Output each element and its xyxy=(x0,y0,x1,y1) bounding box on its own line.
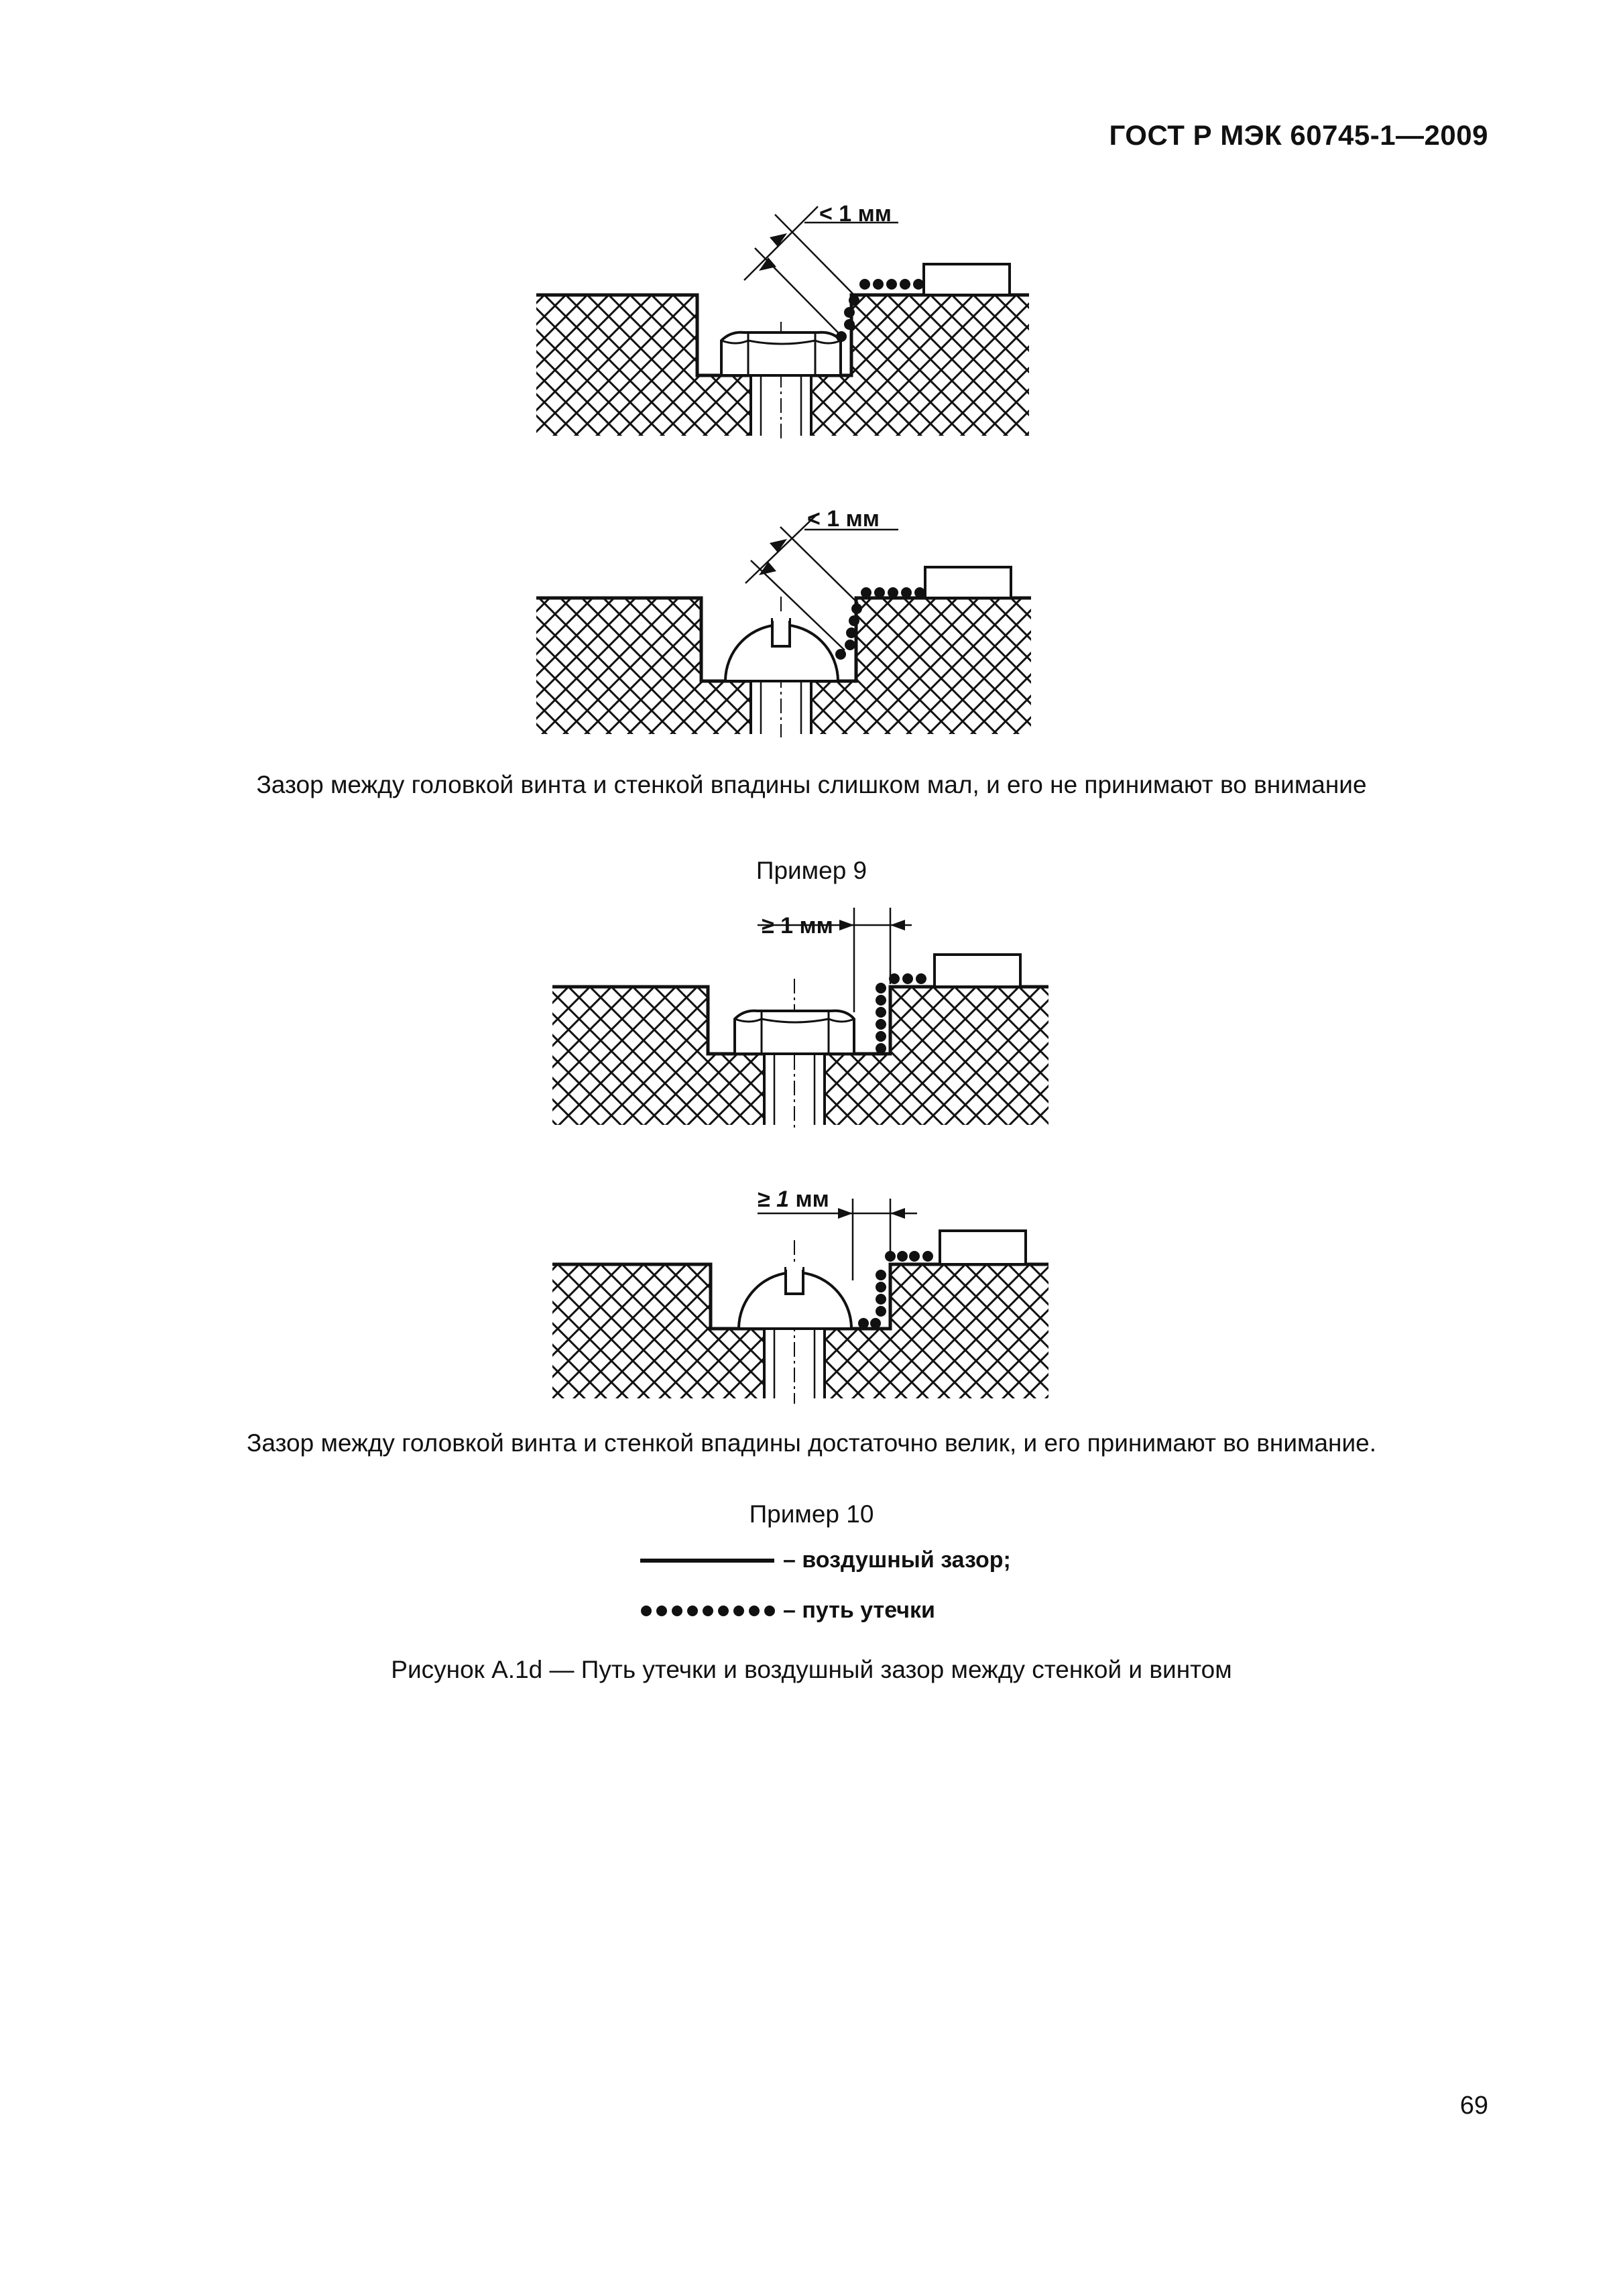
legend-air-gap-text: – воздушный зазор; xyxy=(783,1547,1011,1573)
dimension-unit: мм xyxy=(789,1187,829,1212)
dimension-prefix: ≥ xyxy=(758,1187,777,1212)
figure-round-screw-wide-gap xyxy=(536,1200,1073,1414)
dimension-label: ≥ 1 мм xyxy=(762,913,833,939)
example-9-note: Зазор между головкой винта и стенкой впадины слишком мал, и его не принимают во внимание xyxy=(256,771,1367,798)
figure-title: Рисунок А.1d — Путь утечки и воздушный зазор между стенкой и винтом xyxy=(391,1656,1232,1683)
legend-creepage-dots xyxy=(640,1604,778,1618)
example-10-note: Зазор между головкой винта и стенкой впадины достаточно велик, и его принимают во внимание. xyxy=(247,1429,1376,1457)
legend-creepage-text: – путь утечки xyxy=(783,1597,935,1623)
document-header: ГОСТ Р МЭК 60745-1—2009 xyxy=(1109,119,1488,151)
dimension-label: < 1 мм xyxy=(807,506,880,532)
figure-round-screw-narrow-gap xyxy=(523,496,1059,751)
dimension-label xyxy=(758,1187,829,1213)
example-9-label: Пример 9 xyxy=(756,857,867,884)
example-10-label: Пример 10 xyxy=(749,1500,874,1528)
page-number: 69 xyxy=(1459,2092,1488,2120)
figure-hex-screw-narrow-gap xyxy=(523,188,1059,442)
dimension-label: < 1 мм xyxy=(819,201,892,227)
figure-hex-screw-wide-gap xyxy=(536,912,1073,1140)
dimension-italic-value: 1 xyxy=(776,1187,790,1212)
legend-air-gap-line xyxy=(640,1554,774,1567)
